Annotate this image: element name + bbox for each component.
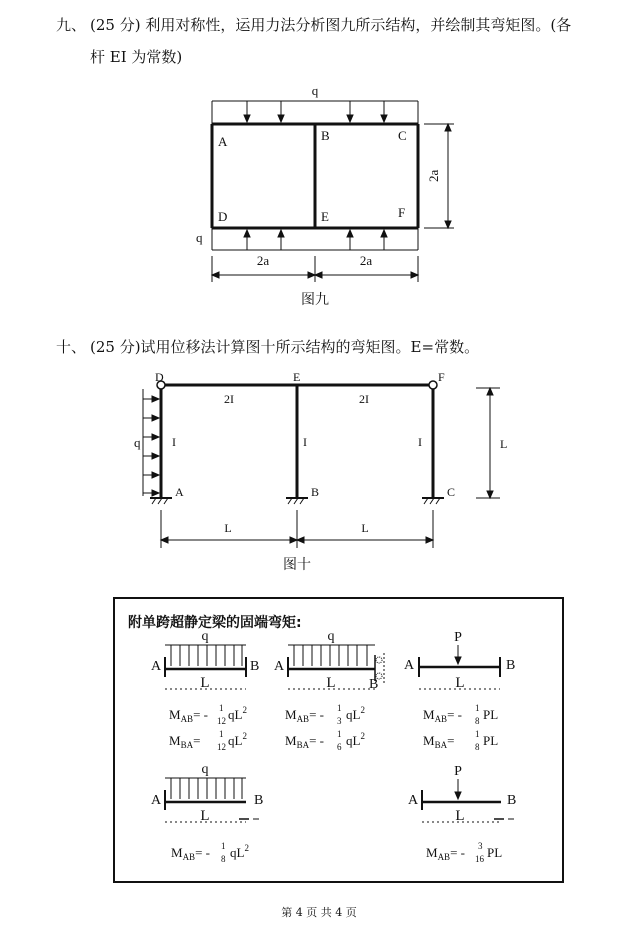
svg-text:MAB= -: $M_{AB}=$ - <box>285 707 324 724</box>
svg-text:MAB= -: $M_{AB}=$ - <box>169 707 208 724</box>
svg-text:qL2: $qL^2$ <box>346 705 365 722</box>
svg-text:PL: PL <box>487 845 503 860</box>
svg-text:qL2: $qL^2$ <box>228 731 247 748</box>
case5-right-label: B <box>507 793 517 808</box>
svg-text:1: 1 <box>219 703 224 713</box>
case1-load-label: q <box>201 629 209 644</box>
q9-span-left-label: 2a <box>256 253 270 268</box>
case4-span-label: L <box>200 808 210 824</box>
q9-node-c: C <box>398 128 407 143</box>
q9-load-top-label: q <box>311 83 319 98</box>
svg-text:16: 16 <box>475 854 484 864</box>
q10-number: 十、 <box>56 338 87 356</box>
q9-node-e: E <box>321 209 329 224</box>
formula-case2-mba <box>285 729 365 752</box>
svg-text:1: 1 <box>221 841 226 851</box>
formula-case2-mab <box>285 703 365 726</box>
svg-text:MBA= -: $M_{BA}=$ - <box>285 733 324 750</box>
appendix-title: 附单跨超静定梁的固端弯矩: <box>128 615 302 631</box>
q9-node-f: F <box>398 205 406 220</box>
case5-load-label: P <box>454 764 462 779</box>
case4-right-label: B <box>254 793 264 808</box>
q9-height-label: 2a <box>426 169 441 182</box>
svg-text:PL: PL <box>483 707 499 722</box>
case4-beam <box>165 778 259 822</box>
appendix-beam-diagrams <box>113 597 564 883</box>
svg-text:qL2: $qL^2$ <box>230 843 249 860</box>
page-footer: 第 4 页 共 4 页 <box>281 906 357 919</box>
q10-col-stiffness-right: I <box>418 435 422 449</box>
q9-top-load-arrows <box>244 101 387 122</box>
q10-text: (25 分)试用位移法计算图十所示结构的弯矩图。E=常数。 <box>90 338 480 356</box>
svg-text:qL2: $qL^2$ <box>346 731 365 748</box>
q10-node-b: B <box>311 485 320 499</box>
q10-node-c: C <box>447 485 456 499</box>
case3-span-label: L <box>455 675 465 691</box>
q9-span-right-label: 2a <box>359 253 373 268</box>
case4-load-label: q <box>201 762 209 777</box>
case2-span-label: L <box>326 675 336 691</box>
formula-case1-mba <box>169 729 247 752</box>
q9-node-b: B <box>321 128 330 143</box>
q9-bottom-load-arrows <box>244 230 387 250</box>
q10-load-label: q <box>134 435 141 450</box>
q10-lateral-load <box>143 389 159 496</box>
svg-text:8: 8 <box>475 716 480 726</box>
q10-height-label: L <box>500 437 508 451</box>
case1-span-label: L <box>200 675 210 691</box>
q10-figure-caption: 图十 <box>283 557 311 573</box>
svg-text:3: 3 <box>478 841 483 851</box>
formula-case5-mab <box>426 841 502 864</box>
q10-node-a: A <box>175 485 184 499</box>
svg-text:PL: PL <box>483 733 499 748</box>
svg-text:MBA=: $M_{BA}=$ <box>169 733 201 750</box>
q9-node-a: A <box>218 134 228 149</box>
svg-text:MAB= -: $M_{AB}=$ - <box>423 707 462 724</box>
q9-span-dimension <box>212 256 418 282</box>
svg-text:8: 8 <box>221 854 226 864</box>
case5-span-label: L <box>455 808 465 824</box>
q10-beam-stiffness-left: 2I <box>224 392 234 406</box>
case3-right-label: B <box>506 658 516 673</box>
q10-node-d: D <box>155 370 164 384</box>
q10-structure <box>157 381 437 498</box>
svg-text:1: 1 <box>475 703 480 713</box>
svg-text:1: 1 <box>219 729 224 739</box>
q10-node-f: F <box>438 370 445 384</box>
svg-text:MAB= -: $M_{AB}=$ - <box>426 845 465 862</box>
q10-span-right-label: L <box>361 521 369 535</box>
svg-text:1: 1 <box>337 703 342 713</box>
q9-figure-caption: 图九 <box>301 292 329 308</box>
q10-col-stiffness-left: I <box>172 435 176 449</box>
q9-text-line1: (25 分) 利用对称性，运用力法分析图九所示结构，并绘制其弯矩图。(各 <box>90 16 572 34</box>
case2-load-label: q <box>327 629 335 644</box>
case3-left-label: A <box>404 658 415 673</box>
case2-left-label: A <box>274 659 285 674</box>
formula-case1-mab <box>169 703 247 726</box>
case2-right-label: B <box>369 677 379 692</box>
q9-node-d: D <box>218 209 228 224</box>
q9-structure <box>212 101 418 250</box>
formula-case3-mab <box>423 703 498 726</box>
case4-left-label: A <box>151 793 162 808</box>
q9-load-bottom-label: q <box>196 230 203 245</box>
svg-text:MAB= -: $M_{AB}=$ - <box>171 845 210 862</box>
q10-beam-stiffness-right: 2I <box>359 392 369 406</box>
svg-text:MBA=: $M_{BA}=$ <box>423 733 455 750</box>
q9-number: 九、 <box>56 16 87 34</box>
svg-text:6: 6 <box>337 742 342 752</box>
q10-fixed-supports <box>150 498 444 504</box>
formula-case4-mab <box>171 841 249 864</box>
case5-left-label: A <box>408 793 419 808</box>
svg-text:12: 12 <box>217 742 226 752</box>
q10-col-stiffness-mid: I <box>303 435 307 449</box>
q10-span-dimension <box>161 510 433 548</box>
q9-text-line2: 杆 EI 为常数) <box>90 48 183 66</box>
formula-case3-mba <box>423 729 498 752</box>
case1-right-label: B <box>250 659 260 674</box>
svg-text:8: 8 <box>475 742 480 752</box>
case3-load-label: P <box>454 630 462 645</box>
q10-height-dimension <box>476 388 500 498</box>
svg-text:3: 3 <box>337 716 342 726</box>
svg-text:1: 1 <box>475 729 480 739</box>
svg-text:1: 1 <box>337 729 342 739</box>
svg-text:qL2: $qL^2$ <box>228 705 247 722</box>
case1-left-label: A <box>151 659 162 674</box>
q10-span-left-label: L <box>224 521 232 535</box>
case5-beam <box>422 779 517 822</box>
svg-text:12: 12 <box>217 716 226 726</box>
q10-node-e: E <box>293 370 301 384</box>
